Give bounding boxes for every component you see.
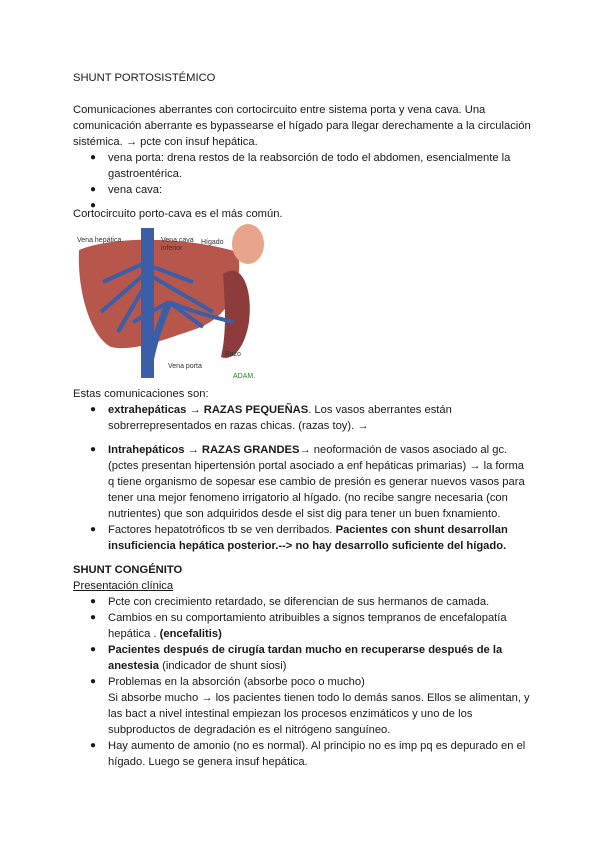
intro-line-3: sistémica. → pcte con insuf hepática. — [73, 136, 258, 148]
factores-line-2 — [108, 538, 533, 554]
congenito-bullet-3-line-2 — [108, 658, 533, 674]
spleen-shape — [221, 271, 250, 358]
b3-rest: (indicador de shunt siosi) — [159, 660, 287, 672]
intrahepatic-bold: Intrahepáticos → RAZAS GRANDES — [108, 444, 300, 456]
extrahepatic-line-1 — [108, 402, 533, 418]
b3-bold-1: Pacientes después de cirugía tardan mucho en recuperarse después de la — [108, 644, 503, 656]
congenito-bullet-1: Pcte con crecimiento retardado, se diferencian de sus hermanos de camada. — [108, 596, 490, 608]
factores-bold-2: insuficiencia hepática posterior.--> no hay desarrollo suficiente del hígado. — [108, 540, 507, 552]
intrahepatic-rest: → neoformación de vasos asociado al gc. — [299, 444, 508, 456]
congenito-bullet-4-line-4: subproductos de degradación es el nitrógeno sanguíneo. — [108, 724, 391, 736]
extrahepatic-rest: . Los vasos aberrantes están — [308, 404, 452, 416]
torso-thumbnail — [232, 224, 264, 264]
intrahepatic-line-3: q tiene organismo de sopesar ese cambio de presión es generar nuevos vasos para — [108, 476, 525, 488]
congenito-bullet-2-line-1: Cambios en su comportamiento atribuibles a signos tempranos de encefalopatía — [108, 612, 507, 624]
bullet-dot: ● — [90, 152, 97, 163]
intrahepatic-line-2: (pctes presentan hipertensión portal asociado a enf hepáticas primarias) → la forma — [108, 460, 525, 472]
congenito-bullet-2-line-2 — [108, 626, 533, 642]
communications-label: Estas comunicaciones son: — [73, 388, 209, 400]
bullet-dot: ● — [90, 676, 97, 687]
label-vena-cava-2: inferior — [161, 245, 183, 252]
intrahepatic-line-1 — [108, 442, 533, 458]
label-bazo: Bazo — [225, 351, 241, 358]
b3-bold-2: anestesia — [108, 660, 159, 672]
vena-porta-line-1: vena porta: drena restos de la reabsorción de todo el abdomen, esencialmente la — [108, 152, 511, 164]
bullet-dot: ● — [90, 404, 97, 415]
section-heading: SHUNT CONGÉNITO — [73, 564, 183, 576]
bullet-dot: ● — [90, 444, 97, 455]
page-title: SHUNT PORTOSISTÉMICO — [73, 72, 216, 84]
bullet-dot: ● — [90, 612, 97, 623]
b2-normal: hepática . — [108, 628, 160, 640]
factores-normal: Factores hepatotróficos tb se ven derribados. — [108, 524, 336, 536]
vena-cava-item: vena cava: — [108, 184, 163, 196]
intro-line-2: comunicación aberrante es bypassearse el hígado para llegar derechamente a la circulación — [73, 120, 531, 132]
label-adam: ADAM. — [233, 373, 256, 380]
label-higado: Hígado — [201, 239, 224, 246]
factores-bold-1: Pacientes con shunt desarrollan — [335, 524, 508, 536]
label-vena-porta: Vena porta — [168, 363, 202, 370]
b2-bold: (encefalitis) — [159, 628, 222, 640]
label-vena-cava-1: Vena cava — [161, 237, 194, 244]
congenito-bullet-5-line-2: hígado. Luego se genera insuf hepática. — [108, 756, 308, 768]
intrahepatic-line-5: nutrientes) que son adquiridos desde el sist dig para tener un buen fxnamiento. — [108, 508, 501, 520]
congenito-bullet-3-line-1 — [108, 642, 533, 658]
section-subheading: Presentación clínica — [73, 580, 174, 592]
intrahepatic-line-4: tener una mejor fenomeno irrigatorio al hígado. (no recibe sangre necesaria (con — [108, 492, 508, 504]
bullet-dot: ● — [90, 596, 97, 607]
bullet-dot: ● — [90, 184, 97, 195]
congenito-bullet-5-line-1: Hay aumento de amonio (no es normal). Al principio no es imp pq es depurado en el — [108, 740, 526, 752]
bullet-dot: ● — [90, 740, 97, 751]
bullet-dot: ● — [90, 644, 97, 655]
label-vena-hepatica: Vena hepática — [77, 237, 122, 244]
bullet-dot: ● — [90, 524, 97, 535]
extrahepatic-line-2: sobrerrepresentados en razas chicas. (razas toy). → — [108, 420, 369, 432]
porto-cava-text: Cortocircuito porto-cava es el más común. — [73, 208, 283, 220]
extrahepatic-bold: extrahepáticas → RAZAS PEQUEÑAS — [108, 404, 309, 416]
bullet-dot: ● — [90, 200, 97, 211]
congenito-bullet-4-line-1: Problemas en la absorción (absorbe poco o mucho) — [108, 676, 365, 688]
vena-porta-line-2: gastroentérica. — [108, 168, 183, 180]
congenito-bullet-4-line-3: las bact a nivel intestinal empiezan los procesos enzimáticos y uno de los — [108, 708, 473, 720]
factores-line-1 — [108, 522, 533, 538]
intro-line-1: Comunicaciones aberrantes con cortocircuito entre sistema porta y vena cava. Una — [73, 104, 486, 116]
congenito-bullet-4-line-2: Si absorbe mucho → los pacientes tienen todo lo demás sanos. Ellos se alimentan, y — [108, 692, 530, 704]
liver-illustration — [73, 222, 278, 382]
